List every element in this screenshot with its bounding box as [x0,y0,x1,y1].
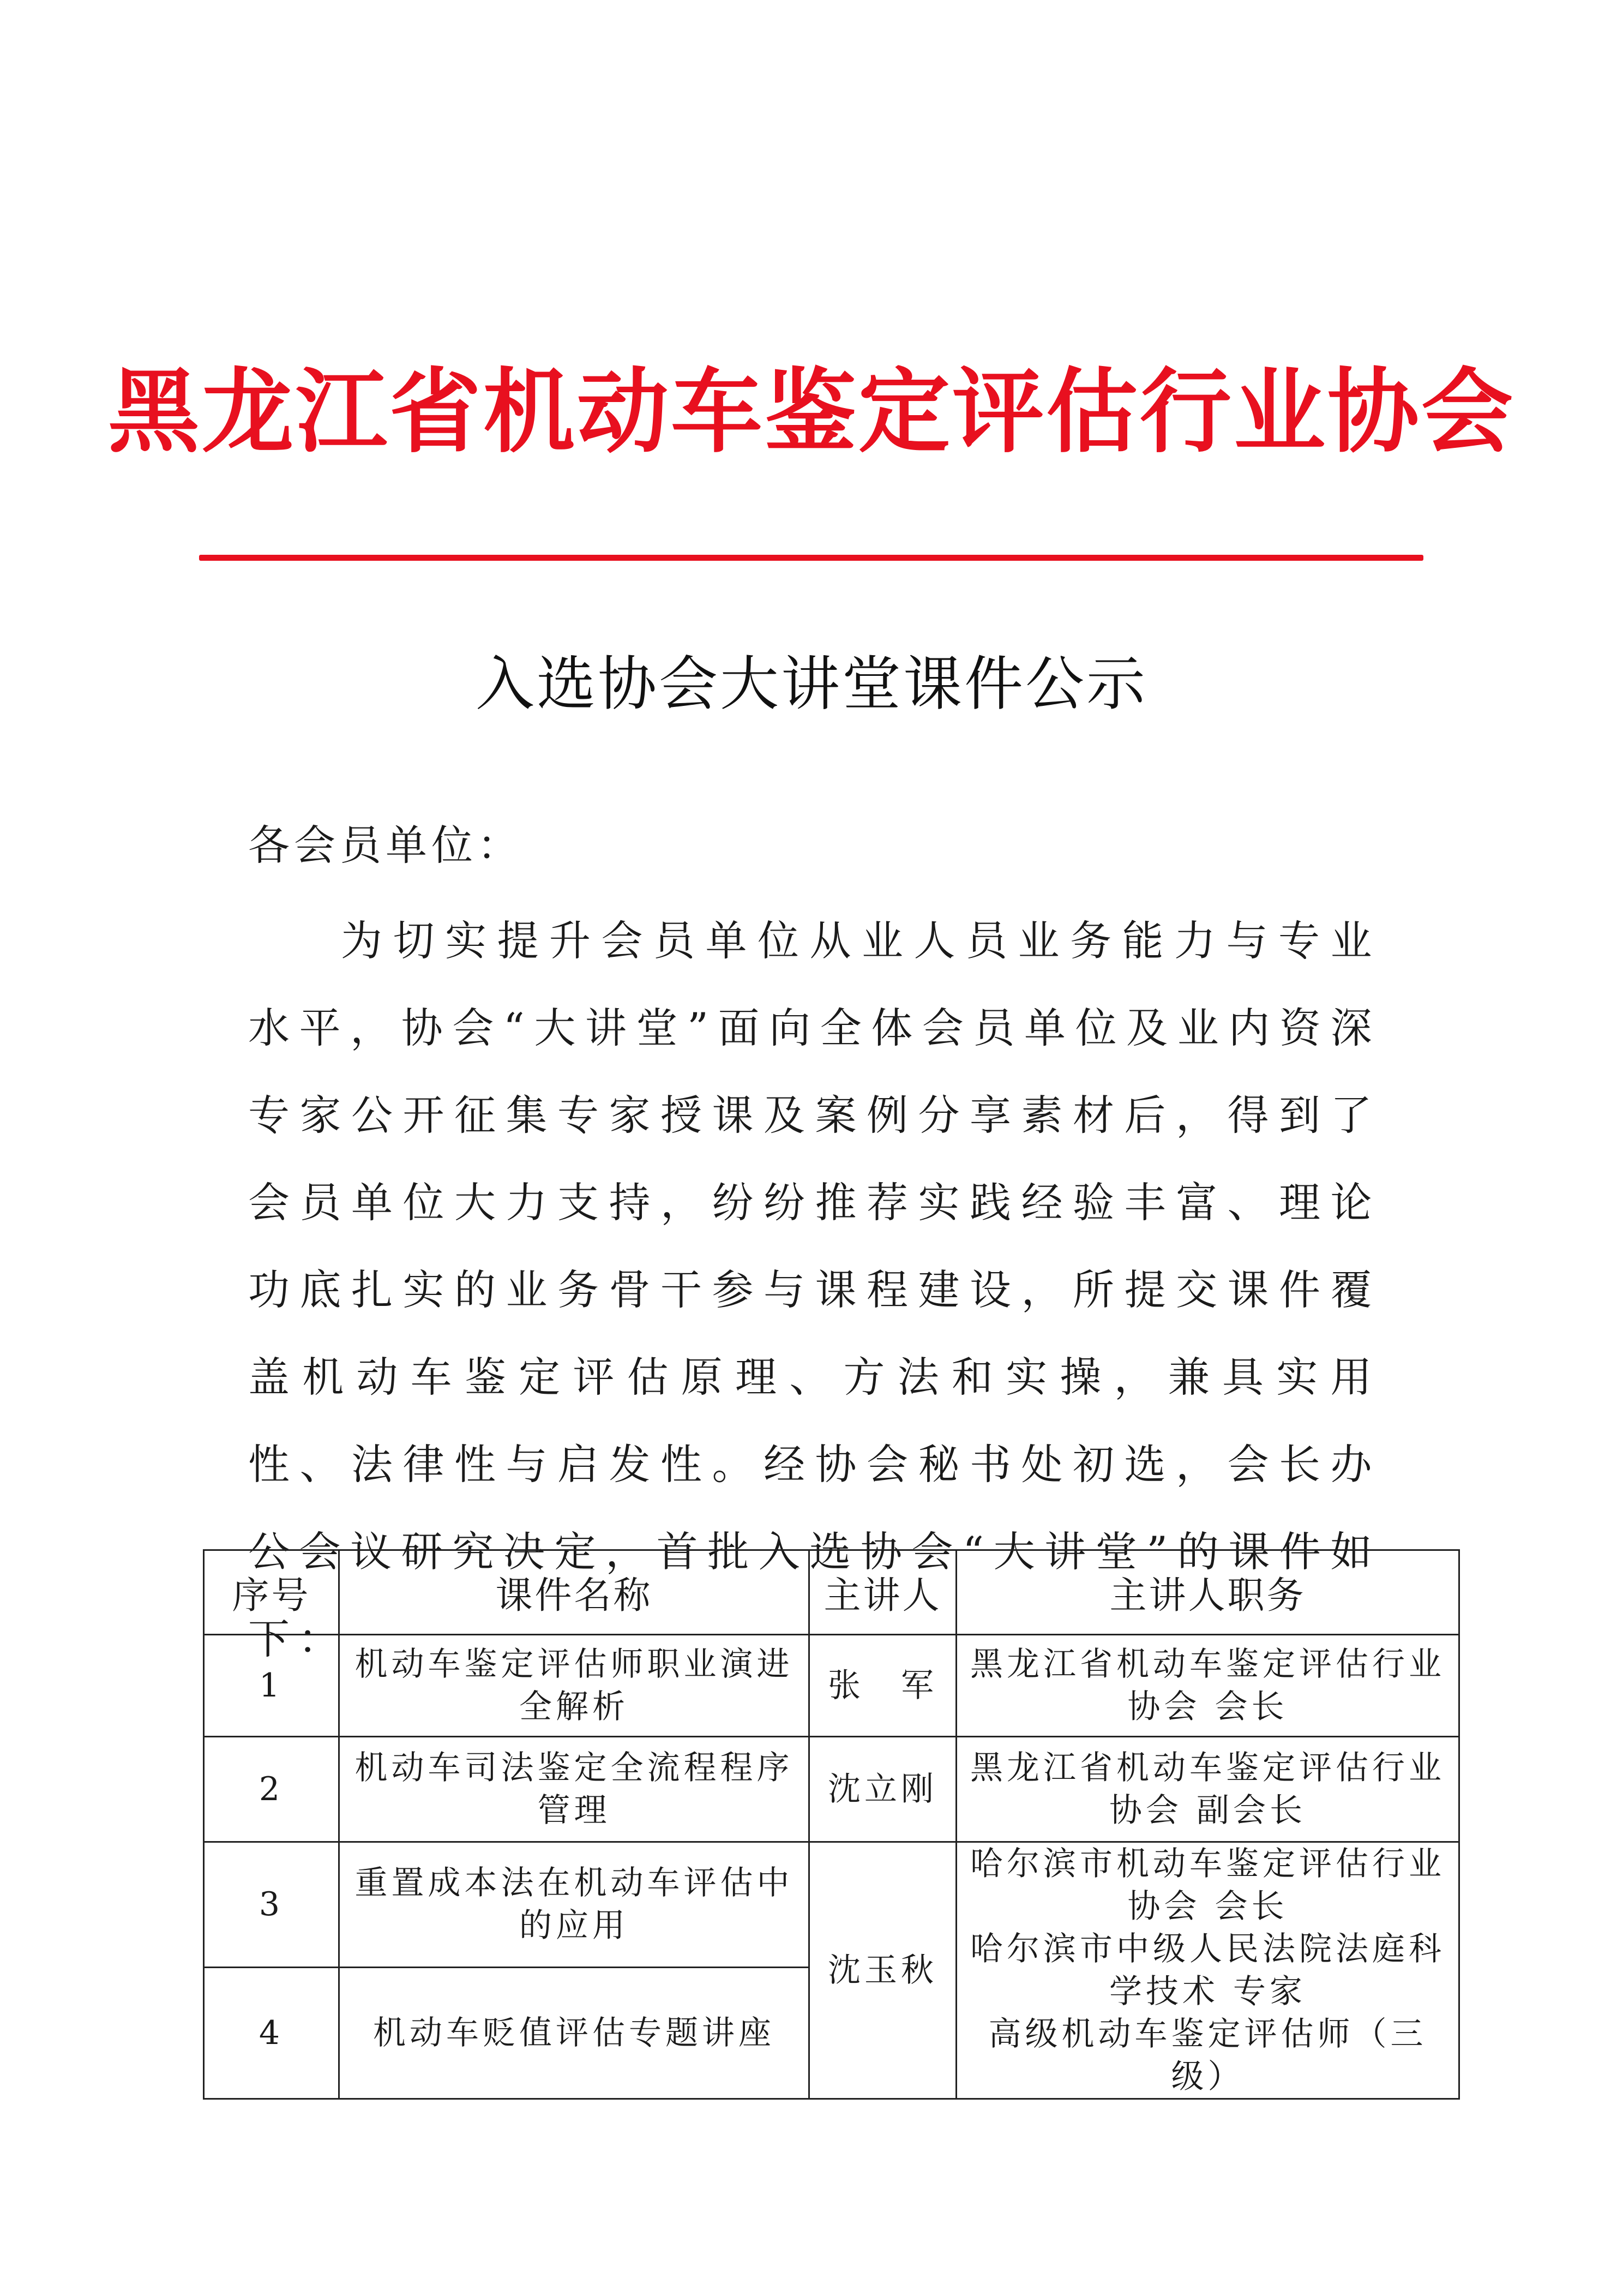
row-no: 1 [204,1635,339,1737]
header-duty: 主讲人职务 [957,1550,1459,1635]
header-no: 序号 [204,1550,339,1635]
notice-title: 入选协会大讲堂课件公示 [475,650,1147,718]
row-no: 4 [204,1967,339,2099]
organization-title: 黑龙江省机动车鉴定评估行业协会 [108,358,1515,465]
row-duty: 黑龙江省机动车鉴定评估行业协会 副会长 [957,1737,1459,1842]
body-paragraph: 为切实提升会员单位从业人员业务能力与专业水平，协会“大讲堂”面向全体会员单位及业内资深专家公开征集专家授课及案例分享素材后，得到了会员单位大力支持，纷纷推荐实践经验丰富、理论功底扎实的业务骨干参与课程建设，所提交课件覆盖机动车鉴定评估原理、方法和实操，兼具实用性、法律性与启发性。经协会秘书处初选，会长办公会议研究决定，首批入选协会“大讲堂”的课件如下： [248,916,1380,1663]
row-course: 机动车鉴定评估师职业演进全解析 [339,1635,809,1737]
table-row [204,1842,1459,1968]
courses-table [203,1549,1460,2100]
table-header-row [204,1550,1459,1635]
table-row [204,1635,1459,1737]
table-row [204,1737,1459,1842]
header-course: 课件名称 [339,1550,809,1635]
red-divider [199,555,1423,561]
row-no: 3 [204,1842,339,1968]
header-speaker: 主讲人 [809,1550,957,1635]
duty-line: 哈尔滨市中级人民法院法庭科学技术 专家 [970,1930,1445,2011]
duty-line: 高级机动车鉴定评估师（三级） [988,2015,1427,2096]
row-duty: 黑龙江省机动车鉴定评估行业协会 会长 [957,1635,1459,1737]
salutation: 各会员单位： [248,821,523,870]
duty-line: 哈尔滨市机动车鉴定评估行业协会 会长 [970,1845,1445,1926]
row-course: 重置成本法在机动车评估中的应用 [339,1842,809,1968]
row-no: 2 [204,1737,339,1842]
row-speaker: 沈玉秋 [809,1842,957,2099]
row-course: 机动车司法鉴定全流程程序管理 [339,1737,809,1842]
row-speaker: 张 军 [809,1635,957,1737]
row-course: 机动车贬值评估专题讲座 [339,1967,809,2099]
row-speaker: 沈立刚 [809,1737,957,1842]
row-duty [957,1842,1459,2099]
